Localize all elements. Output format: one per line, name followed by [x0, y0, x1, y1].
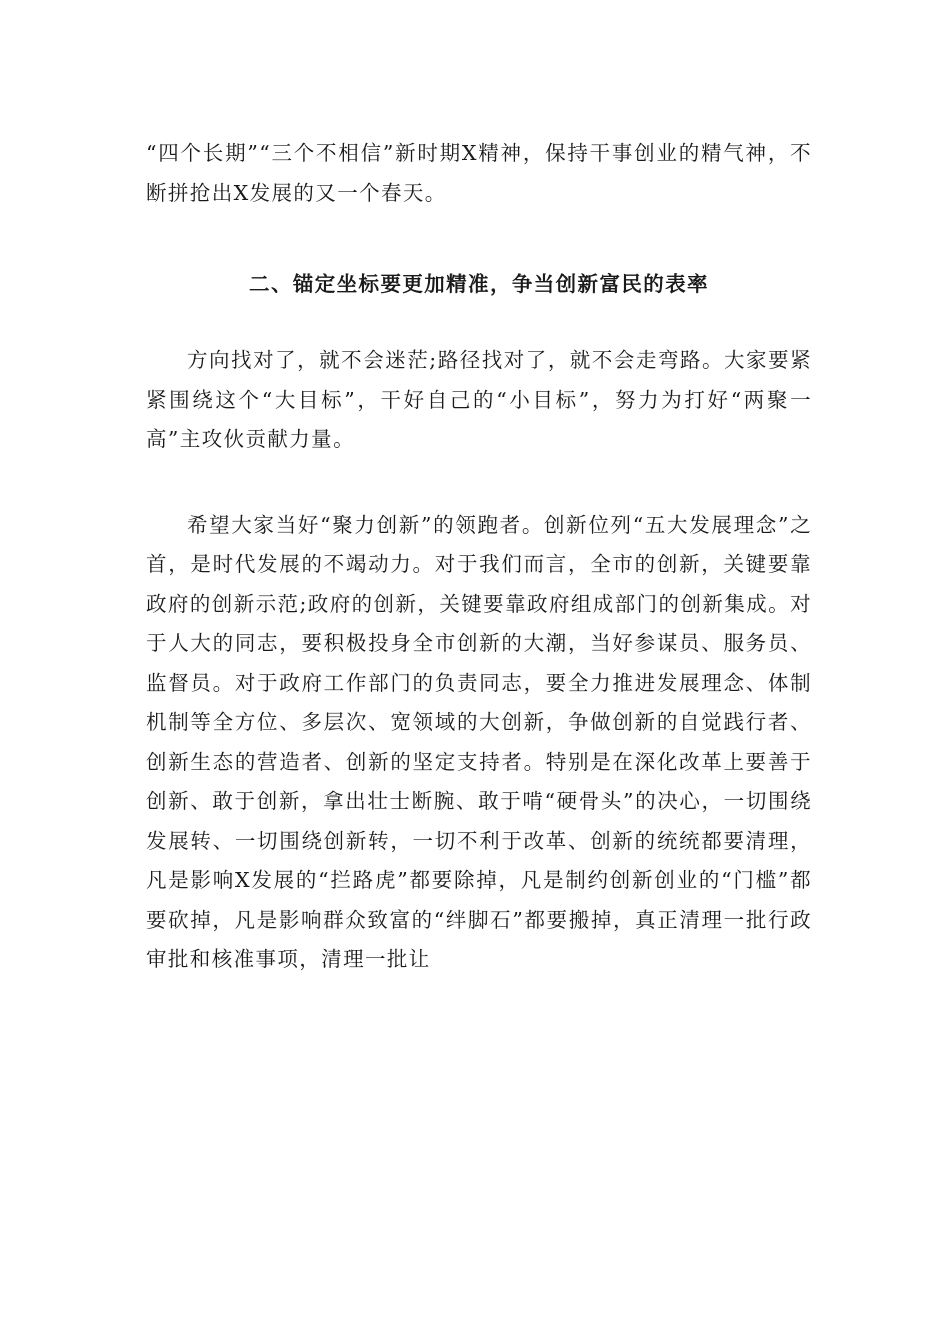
paragraph-continued: “四个长期”“三个不相信”新时期X精神，保持干事创业的精气神，不断拼抢出X发展的又一个春天。: [146, 141, 812, 205]
paragraph-spacer: [146, 460, 812, 506]
section-heading: 二、锚定坐标要更加精准，争当创新富民的表率: [249, 272, 709, 296]
document-body: [146, 134, 812, 980]
paragraph-direction: 方向找对了，就不会迷茫;路径找对了，就不会走弯路。大家要紧紧围绕这个“大目标”，干好自己的“小目标”，努力为打好“两聚一高”主攻伙贡献力量。: [146, 348, 812, 451]
paragraph-innovation: 希望大家当好“聚力创新”的领跑者。创新位列“五大发展理念”之首，是时代发展的不竭动力。对于我们而言，全市的创新，关键要靠政府的创新示范;政府的创新，关键要靠政府组成部门的创新集成。对于人大的同志，要积极投身全市创新的大潮，当好参谋员、服务员、监督员。对于政府工作部门的负责同志，要全力推进发展理念、体制机制等全方位、多层次、宽领域的大创新，争做创新的自觉践行者、创新生态的营造者、创新的坚定支持者。特别是在深化改革上要善于创新、敢于创新，拿出壮士断腕、敢于啃“硬骨头”的决心，一切围绕发展转、一切围绕创新转，一切不利于改革、创新的统统都要清理，凡是影响X发展的“拦路虎”都要除掉，凡是制约创新创业的“门槛”都要砍掉，凡是影响群众致富的“绊脚石”都要搬掉，真正清理一批行政审批和核准事项，清理一批让: [146, 512, 812, 971]
